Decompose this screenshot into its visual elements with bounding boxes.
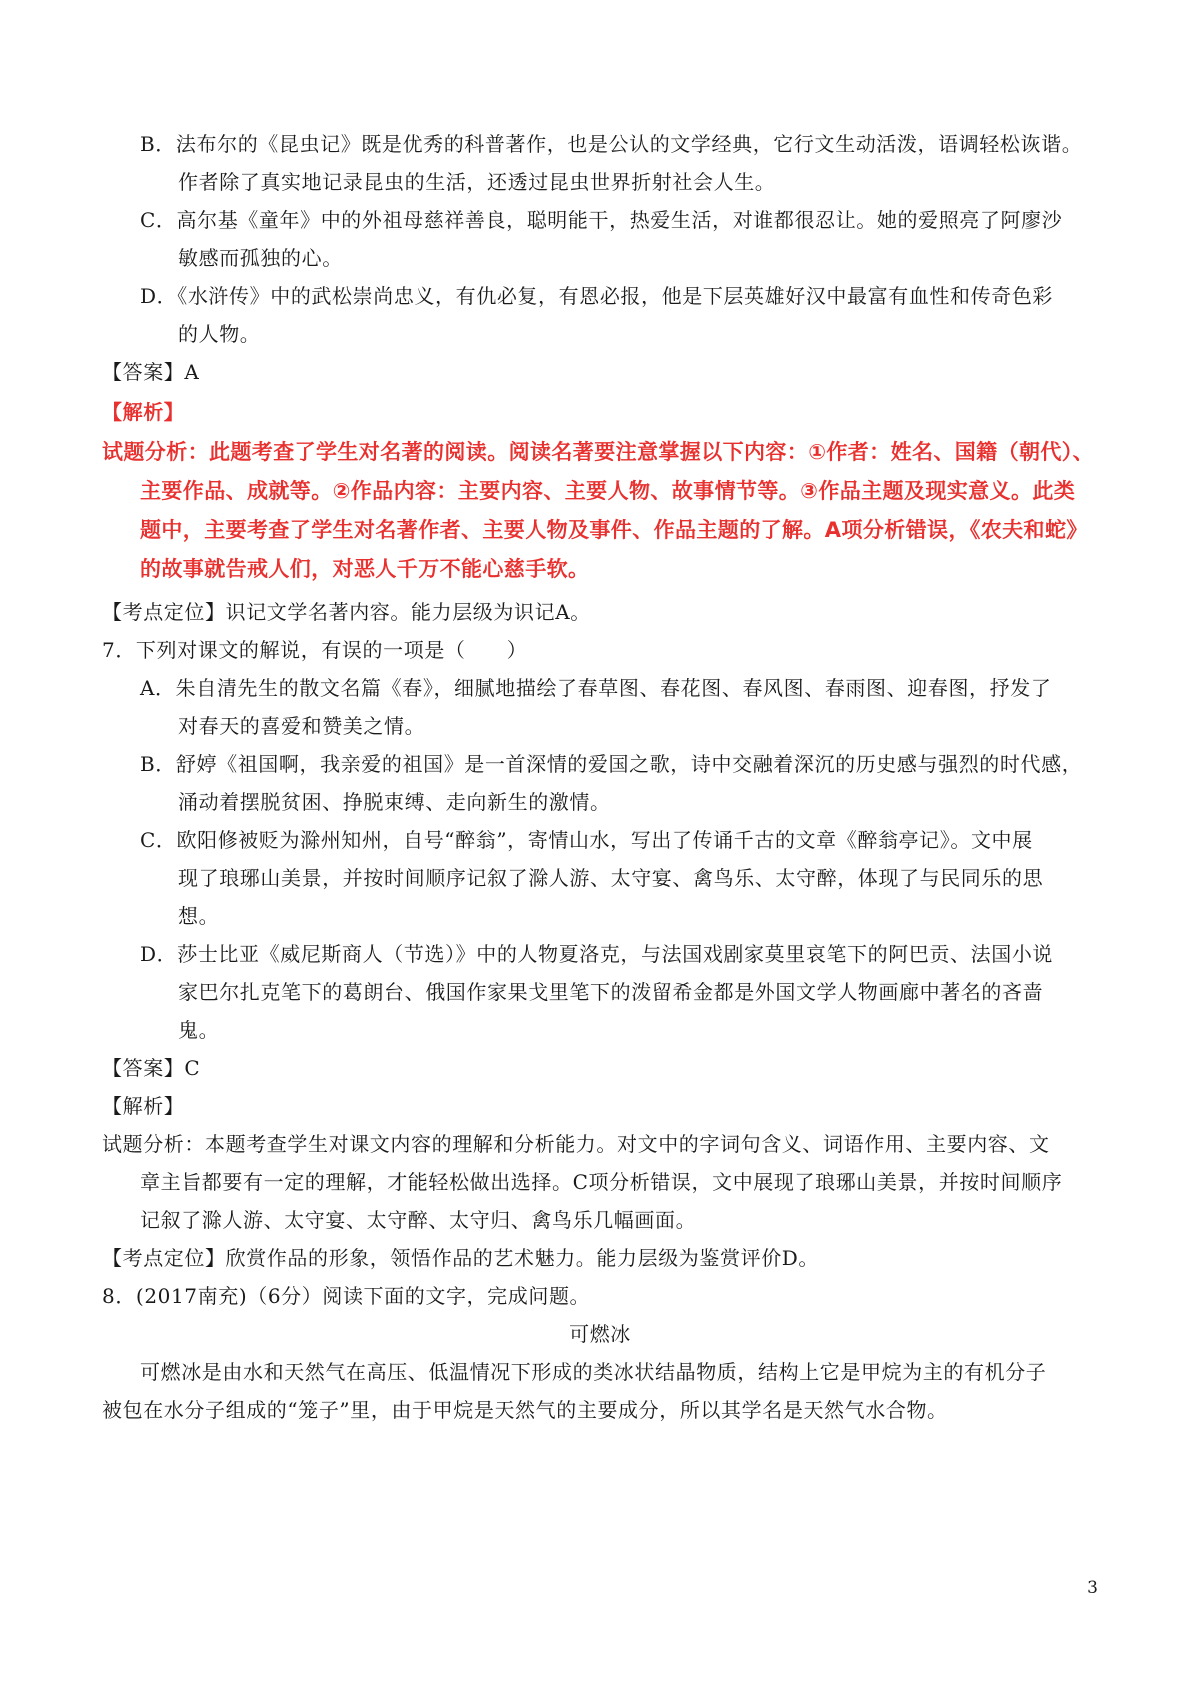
q7-option-a-line2: 对春天的喜爱和赞美之情。 [178, 714, 426, 738]
q8-passage-title: 可燃冰 [569, 1322, 631, 1346]
q7-option-d-line3: 鬼。 [178, 1018, 220, 1042]
q6-option-b-line1: B．法布尔的《昆虫记》既是优秀的科普著作，也是公认的文学经典，它行文生动活泼，语调轻松诙谐。 [140, 132, 1083, 156]
q7-option-c-line2: 现了琅琊山美景，并按时间顺序记叙了滁人游、太守宴、禽鸟乐、太守醉，体现了与民同乐的思 [178, 866, 1044, 890]
q8-paragraph-line1: 可燃冰是由水和天然气在高压、低温情况下形成的类冰状结晶物质，结构上它是甲烷为主的有机分子 [140, 1360, 1047, 1384]
q7-option-a-line1: A．朱自清先生的散文名篇《春》，细腻地描绘了春草图、春花图、春风图、春雨图、迎春图，抒发了 [140, 676, 1052, 700]
q7-analysis-line3: 记叙了滁人游、太守宴、太守醉、太守归、禽鸟乐几幅画面。 [140, 1208, 697, 1232]
q6-option-c-line2: 敏感而孤独的心。 [178, 246, 343, 270]
page-number: 3 [1087, 1578, 1098, 1598]
q7-option-d-line2: 家巴尔扎克笔下的葛朗台、俄国作家果戈里笔下的泼留希金都是外国文学人物画廊中著名的吝啬 [178, 980, 1044, 1004]
q6-option-b-line2: 作者除了真实地记录昆虫的生活，还透过昆虫世界折射社会人生。 [178, 170, 776, 194]
q7-analysis-line1: 试题分析：本题考查学生对课文内容的理解和分析能力。对文中的字词句含义、词语作用、主要内容、文 [102, 1132, 1050, 1156]
q7-kaodian: 【考点定位】欣赏作品的形象，领悟作品的艺术魅力。能力层级为鉴赏评价D。 [102, 1246, 820, 1270]
q7-option-c-line1: C．欧阳修被贬为滁州知州，自号“醉翁”，寄情山水，写出了传诵千古的文章《醉翁亭记》。文中展 [140, 828, 1033, 852]
q6-kaodian: 【考点定位】识记文学名著内容。能力层级为识记A。 [102, 600, 591, 624]
q6-option-c-line1: C．高尔基《童年》中的外祖母慈祥善良，聪明能干，热爱生活，对谁都很忍让。她的爱照亮了阿廖沙 [140, 208, 1063, 232]
q8-stem: 8．(2017南充)（6分）阅读下面的文字，完成问题。 [102, 1284, 591, 1308]
q7-answer: 【答案】C [102, 1056, 201, 1080]
q6-analysis-line2: 主要作品、成就等。②作品内容：主要内容、主要人物、故事情节等。③作品主题及现实意义。此类 [140, 479, 1076, 503]
q7-stem: 7．下列对课文的解说，有误的一项是（ ） [102, 638, 528, 662]
q7-analysis-heading: 【解析】 [102, 1094, 185, 1118]
q6-option-d-line2: 的人物。 [178, 322, 261, 346]
q6-analysis-line3: 题中，主要考查了学生对名著作者、主要人物及事件、作品主题的了解。A项分析错误，《农夫和蛇》 [140, 518, 1088, 542]
q6-answer: 【答案】A [102, 360, 200, 384]
q6-option-d-line1: D．《水浒传》中的武松崇尚忠义，有仇必复，有恩必报，他是下层英雄好汉中最富有血性和传奇色彩 [140, 284, 1054, 308]
q7-option-d-line1: D．莎士比亚《威尼斯商人（节选）》中的人物夏洛克，与法国戏剧家莫里哀笔下的阿巴贡、法国小说 [140, 942, 1054, 966]
q6-analysis-heading: 【解析】 [102, 400, 185, 424]
q7-analysis-line2: 章主旨都要有一定的理解，才能轻松做出选择。C项分析错误，文中展现了琅琊山美景，并按时间顺序 [140, 1170, 1063, 1194]
q6-analysis-line1: 试题分析：此题考查了学生对名著的阅读。阅读名著要注意掌握以下内容：①作者：姓名、国籍（朝代）、 [102, 440, 1095, 464]
q7-option-b-line2: 涌动着摆脱贫困、挣脱束缚、走向新生的激情。 [178, 790, 611, 814]
q8-paragraph-line2: 被包在水分子组成的“笼子”里，由于甲烷是天然气的主要成分，所以其学名是天然气水合物。 [102, 1398, 948, 1422]
q7-option-c-line3: 想。 [178, 904, 220, 928]
q6-analysis-line4: 的故事就告戒人们，对恶人千万不能心慈手软。 [140, 557, 590, 581]
q7-option-b-line1: B．舒婷《祖国啊，我亲爱的祖国》是一首深情的爱国之歌，诗中交融着深沉的历史感与强烈的时代感， [140, 752, 1083, 776]
